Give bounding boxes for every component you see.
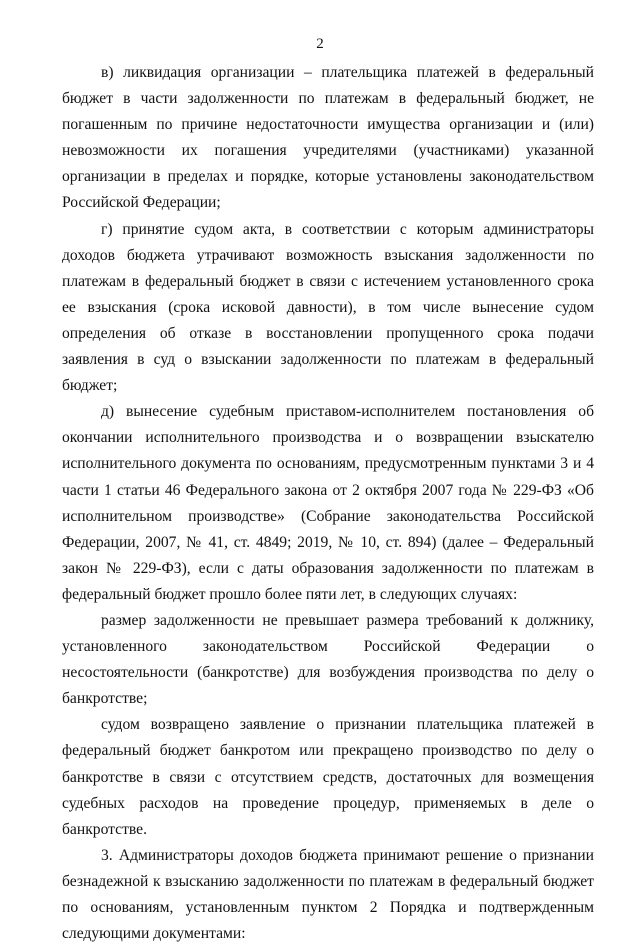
document-body	[62, 60, 594, 947]
paragraph-g: г) принятие судом акта, в соответствии с которым администраторы доходов бюджета утрачивают возможность взыскания задолженности по платежам в федеральный бюджет в связи с истечением установленного срока ее взыскания (срока исковой давности), в том числе вынесение судом определения об отказе в восстановлении пропущенного срока подачи заявления в суд о взыскании задолженности по платежам в федеральный бюджет;	[62, 220, 594, 395]
paragraph-item-3: 3. Администраторы доходов бюджета принимают решение о признании безнадежной к взысканию задолженности по платежам в федеральный бюджет по основаниям, установленным пунктом 2 Порядка и подтвержденным следующими документами:	[62, 846, 594, 943]
paragraph-v: в) ликвидация организации – плательщика платежей в федеральный бюджет в части задолженности по платежам в федеральный бюджет, не погашенным по причине недостаточности имущества организации и (или) невозможности их погашения учредителями (участниками) указанной организации в пределах и порядке, которые установлены законодательством Российской Федерации;	[62, 64, 594, 212]
paragraph-case-debt-size: размер задолженности не превышает размера требований к должнику, установленного законодательством Российской Федерации о несостоятельности (банкротстве) для возбуждения производства по делу о банкротстве;	[62, 611, 594, 708]
page-number: 2	[316, 36, 324, 52]
paragraph-case-court-return: судом возвращено заявление о признании плательщика платежей в федеральный бюджет банкротом или прекращено производство по делу о банкротстве в связи с отсутствием средств, достаточных для возмещения судебных расходов на проведение процедур, применяемых в деле о банкротстве.	[62, 716, 594, 838]
paragraph-d: д) вынесение судебным приставом-исполнителем постановления об окончании исполнительного производства и о возвращении взыскателю исполнительного документа по основаниям, предусмотренным пунктами 3 и 4 части 1 статьи 46 Федерального закона от 2 октября 2007 года № 229-ФЗ «Об исполнительном производстве» (Собрание законодательства Российской Федерации, 2007, № 41, ст. 4849; 2019, № 10, ст. 894) (далее – Федеральный закон № 229-ФЗ), если с даты образования задолженности по платежам в федеральный бюджет прошло более пяти лет, в следующих случаях:	[62, 403, 594, 603]
